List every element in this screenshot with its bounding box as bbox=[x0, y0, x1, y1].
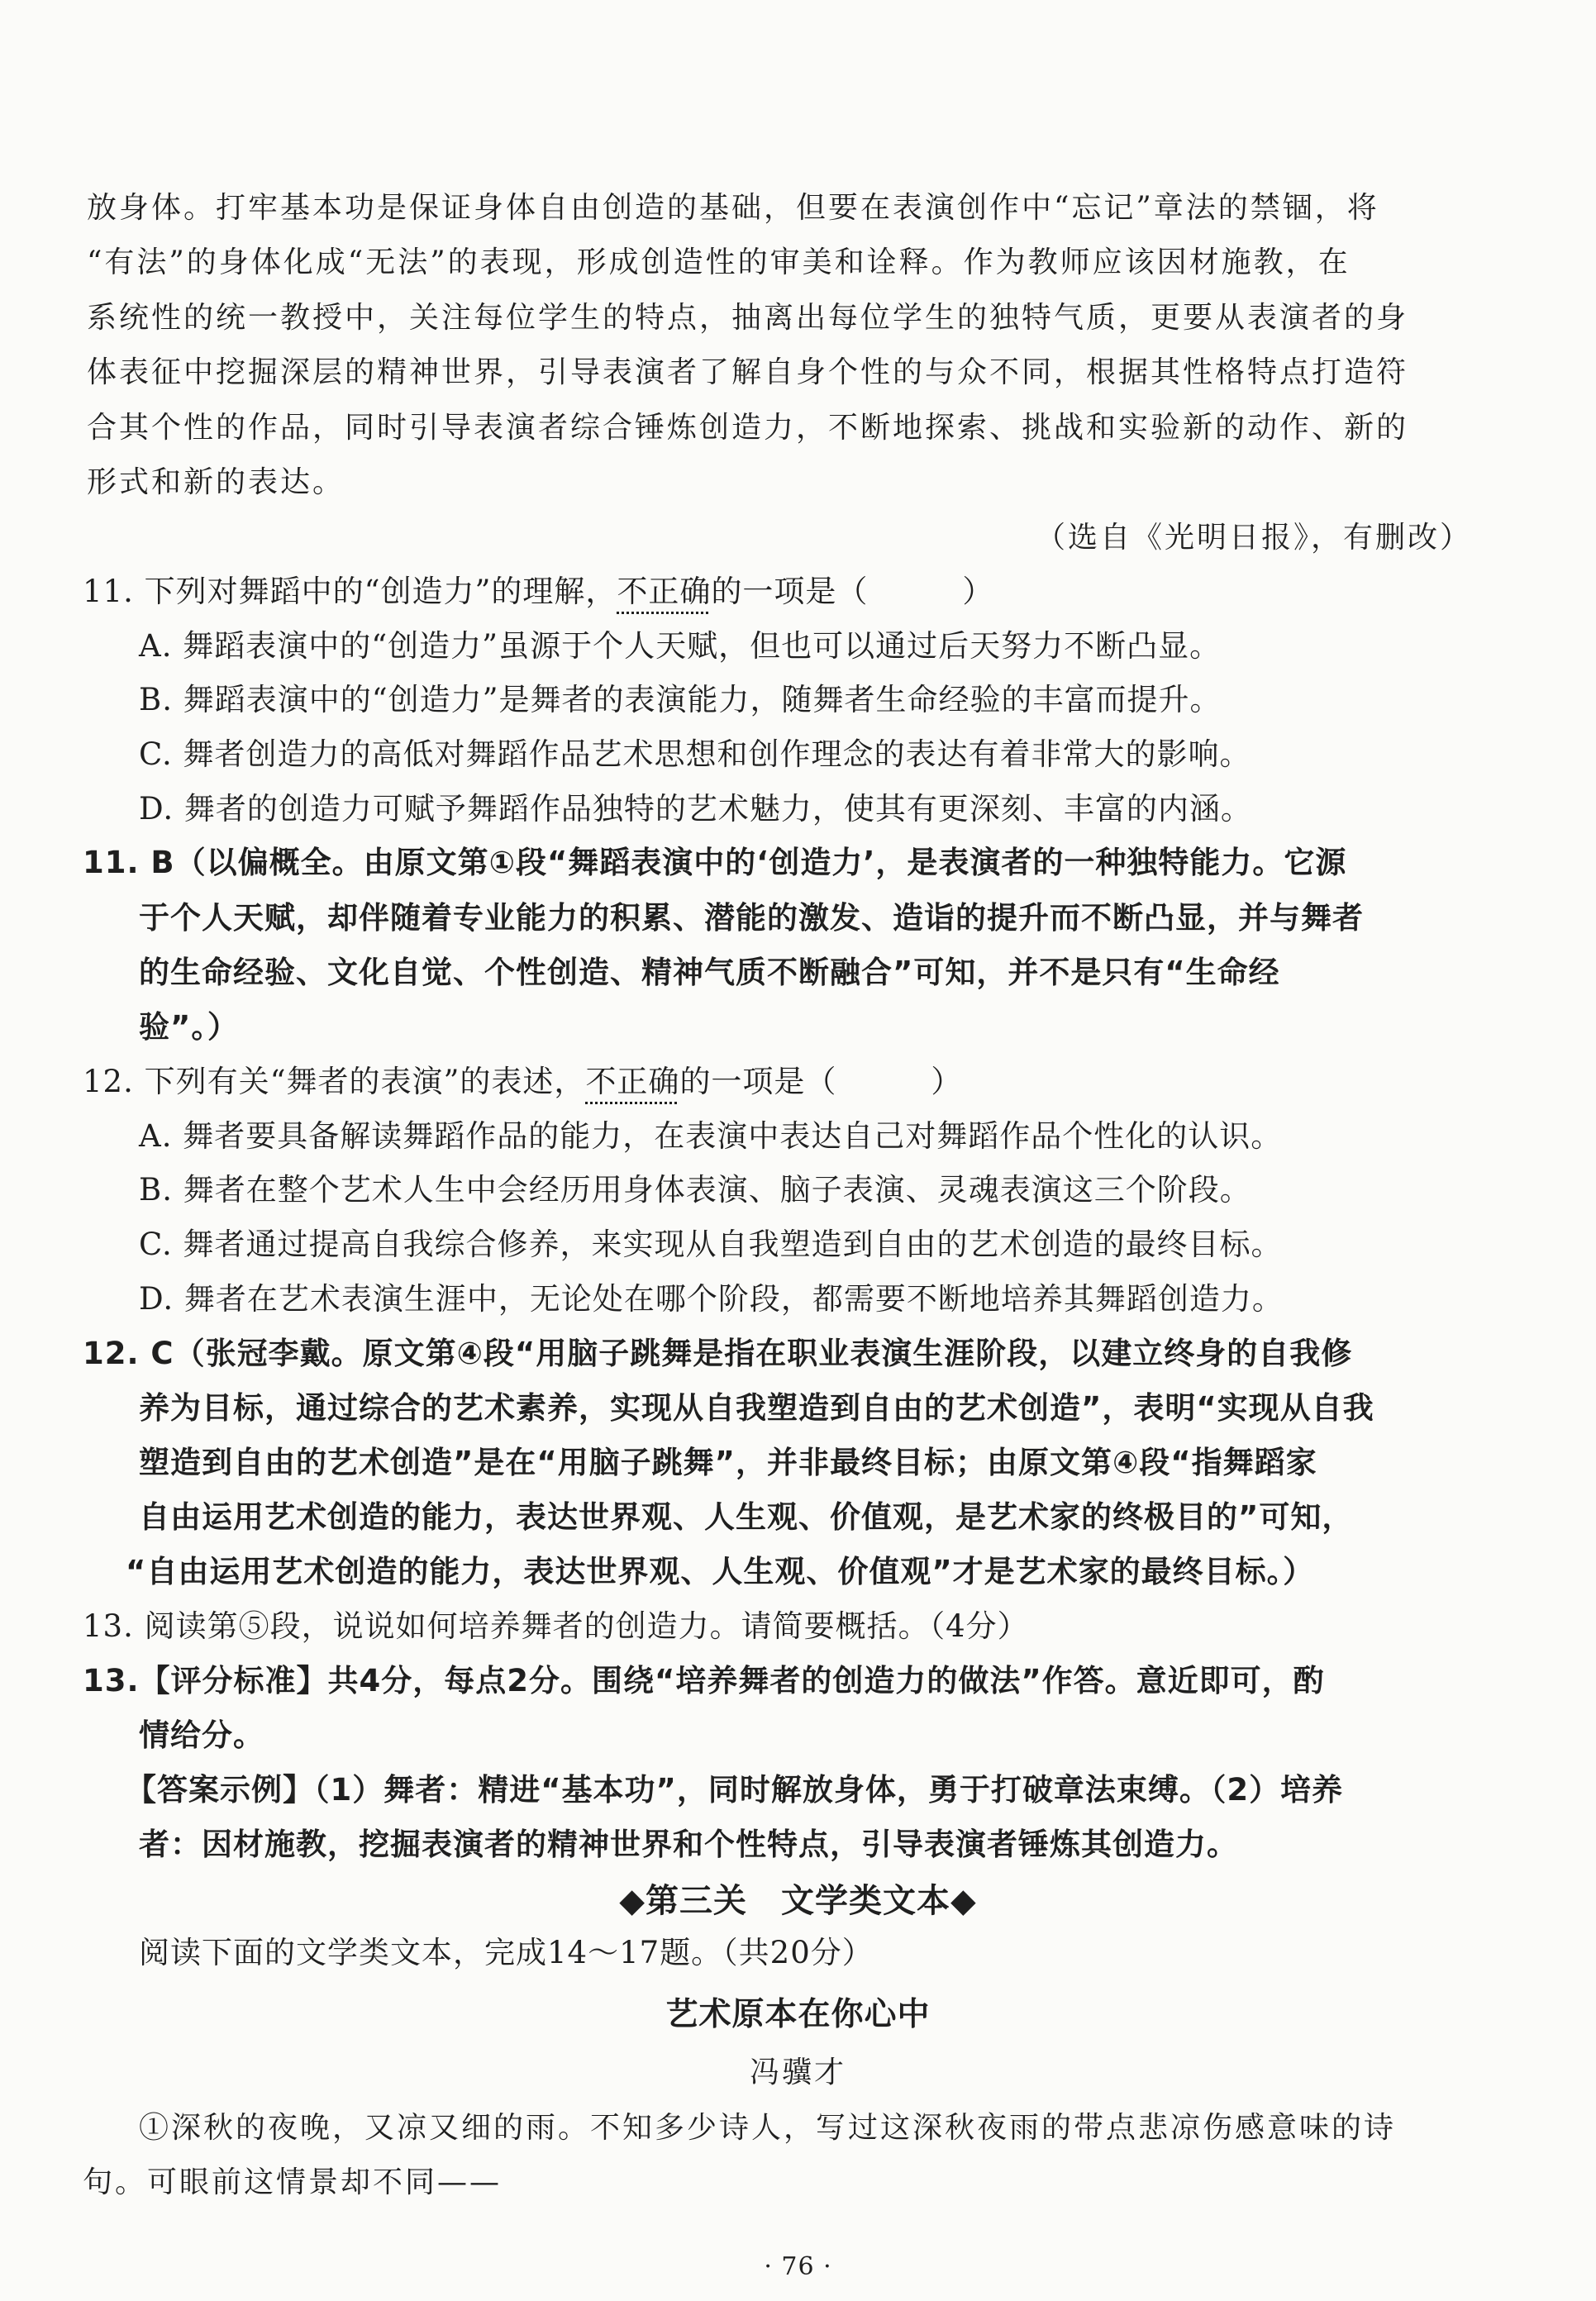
option-a: A. 舞蹈表演中的“创造力”虽源于个人天赋，但也可以通过后天努力不断凸显。 bbox=[139, 628, 1222, 664]
answer-11-line: 于个人天赋，却伴随着专业能力的积累、潜能的激发、造诣的提升而不断凸显，并与舞者 bbox=[139, 900, 1364, 936]
question-13-stem: 13. 阅读第⑤段，说说如何培养舞者的创造力。请简要概括。（4分） bbox=[83, 1608, 1029, 1644]
answer-11-line: 的生命经验、文化自觉、个性创造、精神气质不断融合”可知，并不是只有“生命经 bbox=[139, 955, 1280, 990]
answer-13-line: 情给分。 bbox=[139, 1717, 264, 1753]
emphasis-not-correct: 不正确 bbox=[617, 574, 712, 609]
answer-12-line: 12. C（张冠李戴。原文第④段“用脑子跳舞是指在职业表演生涯阶段，以建立终身的自我修 bbox=[83, 1336, 1353, 1371]
answer-12-line: 养为目标，通过综合的艺术素养，实现从自我塑造到自由的艺术创造”，表明“实现从自我 bbox=[139, 1390, 1374, 1426]
article-paragraph-line: ①深秋的夜晚，又凉又细的雨。不知多少诗人，写过这深秋夜雨的带点悲凉伤感意味的诗 bbox=[139, 2111, 1397, 2145]
answer-13-line: 13.【评分标准】共4分，每点2分。围绕“培养舞者的创造力的做法”作答。意近即可，酌 bbox=[83, 1663, 1325, 1698]
passage-line: 放身体。打牢基本功是保证身体自由创造的基础，但要在表演创作中“忘记”章法的禁锢，将 bbox=[87, 191, 1379, 225]
passage-line: 合其个性的作品，同时引导表演者综合锤炼创造力，不断地探索、挑战和实验新的动作、新的 bbox=[87, 411, 1409, 445]
source-citation: （选自《光明日报》，有删改） bbox=[1035, 521, 1472, 555]
article-paragraph-line: 句。可眼前这情景却不同—— bbox=[83, 2165, 503, 2199]
question-12-stem: 12. 下列有关“舞者的表演”的表述，不正确的一项是（ ） bbox=[83, 1064, 963, 1099]
option-c: C. 舞者通过提高自我综合修养，来实现从自我塑造到自由的艺术创造的最终目标。 bbox=[139, 1227, 1283, 1262]
answer-13-line: 者：因材施教，挖掘表演者的精神世界和个性特点，引导表演者锤炼其创造力。 bbox=[139, 1827, 1238, 1862]
passage-line: 系统性的统一教授中，关注每位学生的特点，抽离出每位学生的独特气质，更要从表演者的身 bbox=[87, 301, 1409, 335]
question-11-stem: 11. 下列对舞蹈中的“创造力”的理解，不正确的一项是（ ） bbox=[83, 574, 994, 609]
option-b: B. 舞者在整个艺术人生中会经历用身体表演、脑子表演、灵魂表演这三个阶段。 bbox=[139, 1172, 1251, 1208]
option-c: C. 舞者创造力的高低对舞蹈作品艺术思想和创作理念的表达有着非常大的影响。 bbox=[139, 736, 1251, 772]
answer-13-line: 【答案示例】（1）舞者：精进“基本功”，同时解放身体，勇于打破章法束缚。（2）培养 bbox=[126, 1772, 1344, 1808]
emphasis-not-correct: 不正确 bbox=[585, 1064, 680, 1099]
option-d: D. 舞者在艺术表演生涯中，无论处在哪个阶段，都需要不断地培养其舞蹈创造力。 bbox=[139, 1281, 1284, 1317]
section-instruction: 阅读下面的文学类文本，完成14～17题。（共20分） bbox=[139, 1935, 874, 1970]
article-author: 冯骥才 bbox=[749, 2056, 846, 2089]
option-d: D. 舞者的创造力可赋予舞蹈作品独特的艺术魅力，使其有更深刻、丰富的内涵。 bbox=[139, 791, 1252, 827]
passage-line: 形式和新的表达。 bbox=[87, 465, 345, 499]
answer-11-line: 验”。） bbox=[139, 1009, 239, 1045]
answer-12-line: “自由运用艺术创造的能力，表达世界观、人生观、价值观”才是艺术家的最终目标。） bbox=[126, 1554, 1315, 1589]
page-number: · 76 · bbox=[764, 2252, 832, 2281]
article-title: 艺术原本在你心中 bbox=[665, 1996, 931, 2033]
option-b: B. 舞蹈表演中的“创造力”是舞者的表演能力，随舞者生命经验的丰富而提升。 bbox=[139, 682, 1222, 717]
passage-line: “有法”的身体化成“无法”的表现，形成创造性的审美和诠释。作为教师应该因材施教，在 bbox=[87, 245, 1351, 279]
answer-12-line: 自由运用艺术创造的能力，表达世界观、人生观、价值观，是艺术家的终极目的”可知， bbox=[139, 1499, 1354, 1535]
answer-12-line: 塑造到自由的艺术创造”是在“用脑子跳舞”，并非最终目标；由原文第④段“指舞蹈家 bbox=[139, 1445, 1317, 1480]
option-a: A. 舞者要具备解读舞蹈作品的能力，在表演中表达自己对舞蹈作品个性化的认识。 bbox=[139, 1118, 1283, 1154]
answer-11-line: 11. B（以偏概全。由原文第①段“舞蹈表演中的‘创造力’，是表演者的一种独特能力。它源 bbox=[83, 845, 1347, 880]
section-heading: ◆第三关 文学类文本◆ bbox=[619, 1882, 977, 1920]
passage-line: 体表征中挖掘深层的精神世界，引导表演者了解自身个性的与众不同，根据其性格特点打造符 bbox=[87, 355, 1409, 389]
